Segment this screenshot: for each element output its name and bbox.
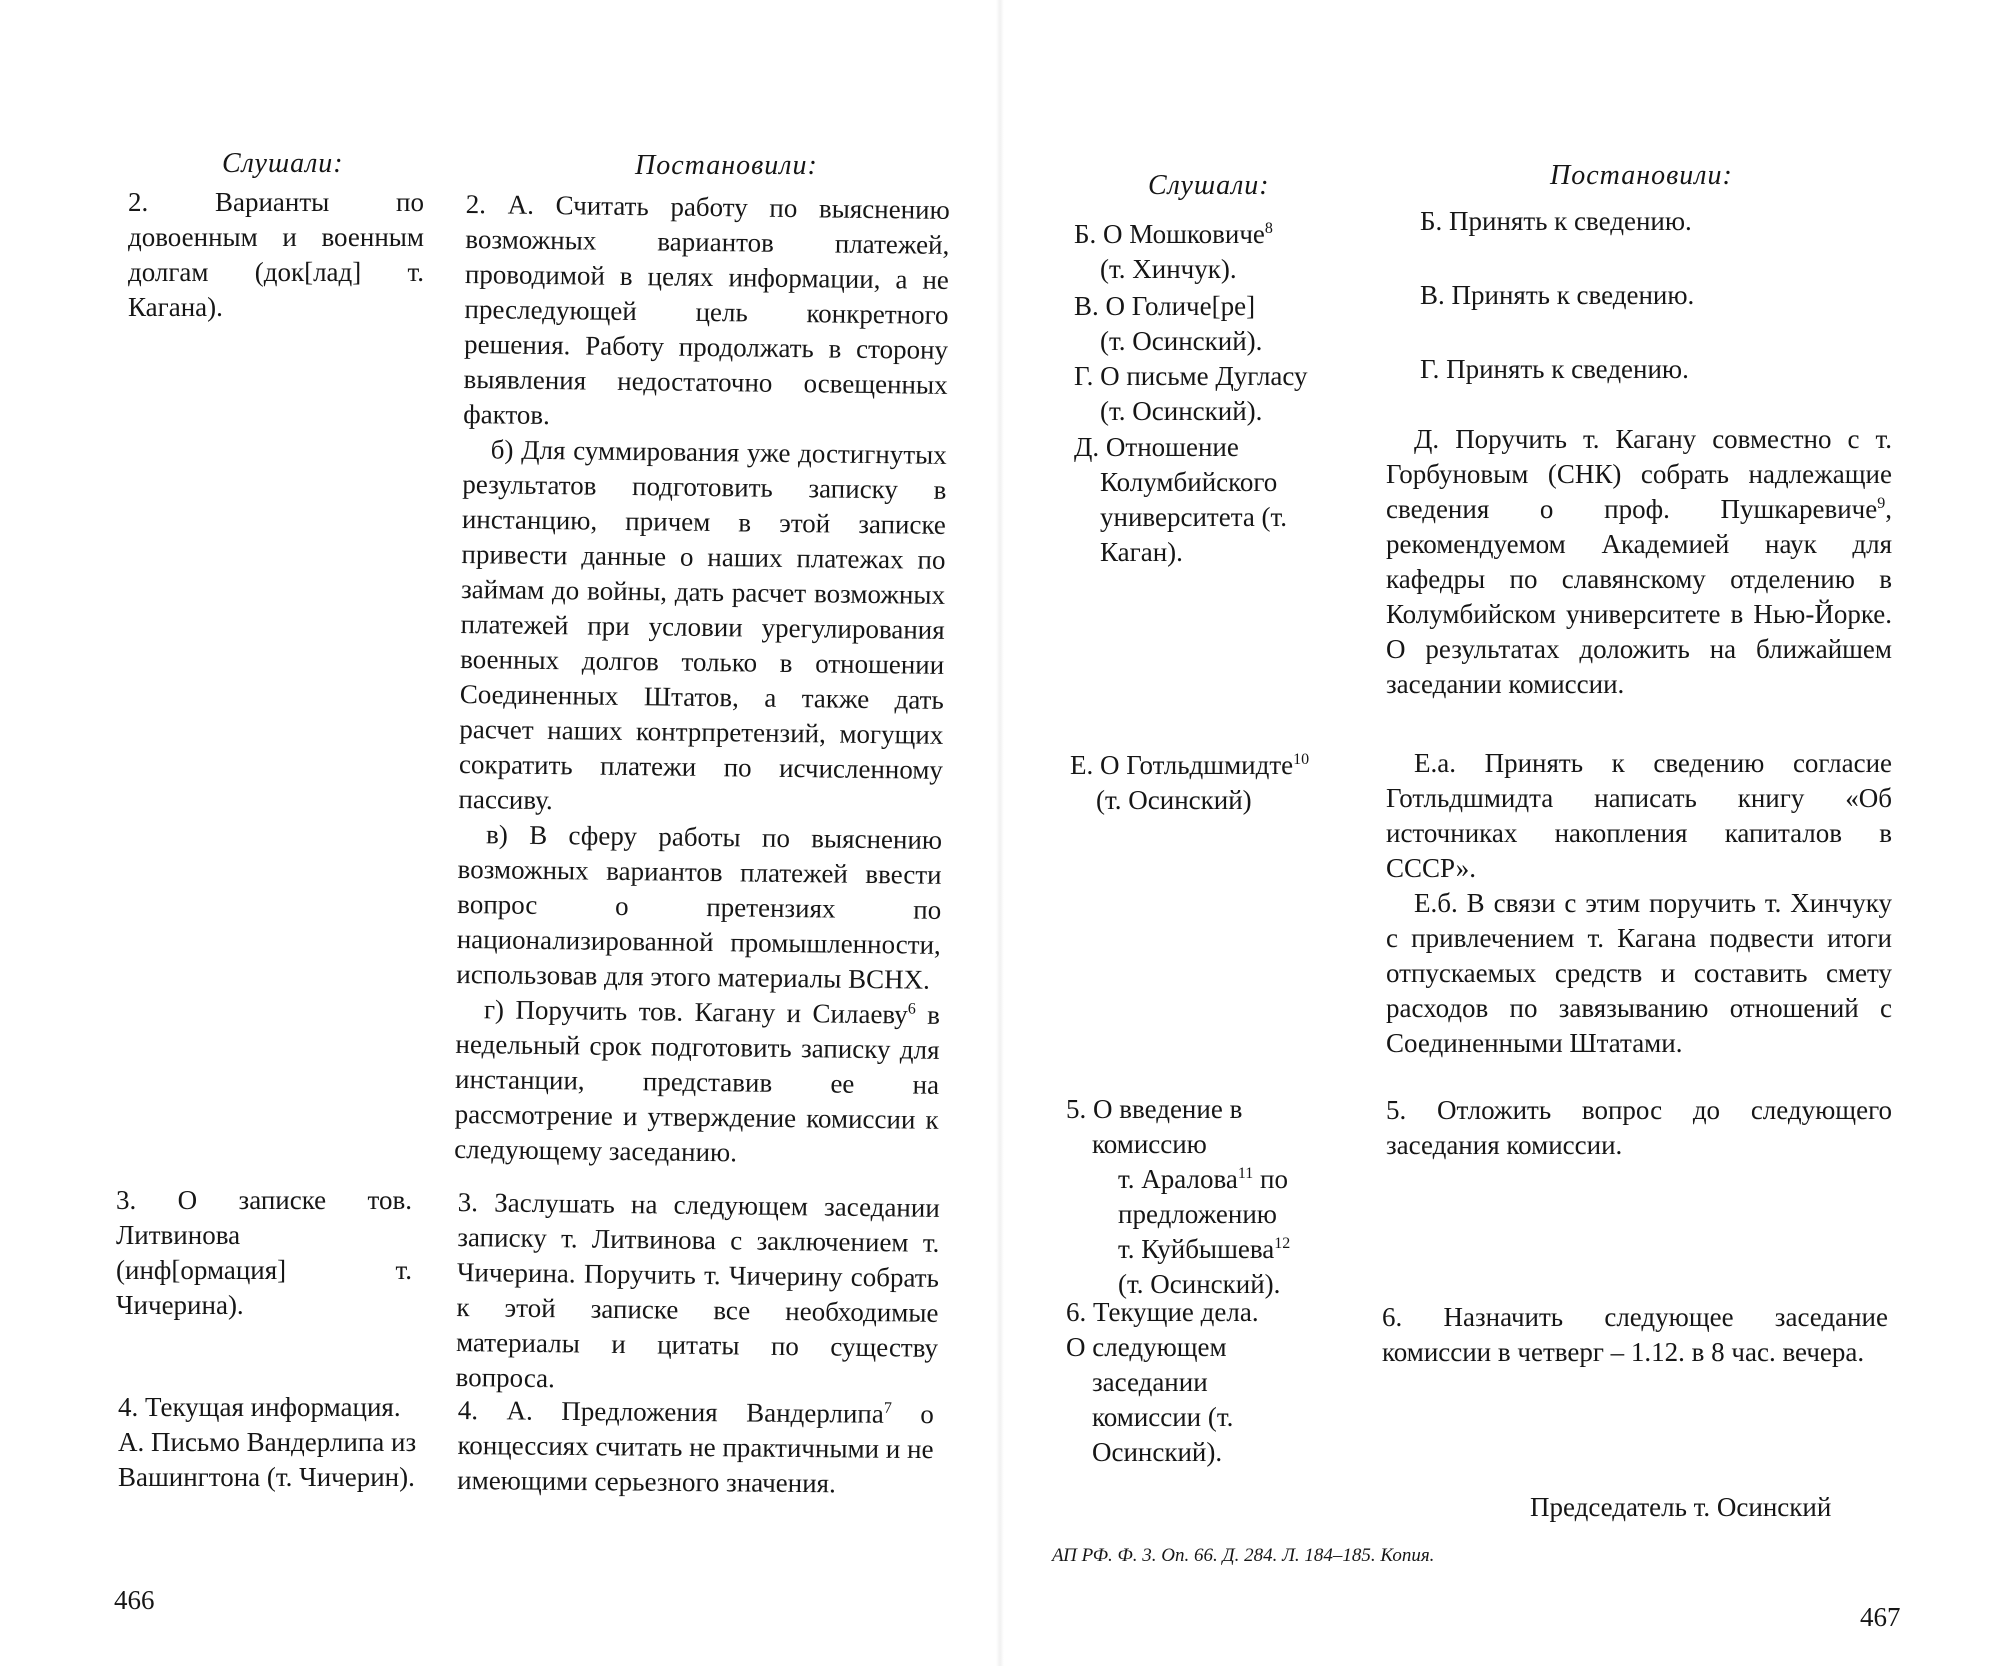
item3-heard: 3. О записке тов. Литвинова (инф[ормация] т. Чичерина). [116,1185,412,1320]
page-number: 466 [114,1585,155,1615]
archive-source: АП РФ. Ф. 3. Оп. 66. Д. 284. Л. 184–185. Копия. [1052,1545,1435,1566]
item-v-heard: В. О Голиче[ре] (т. Осинский). [1074,291,1263,356]
footnote-ref: 6 [907,1000,916,1018]
footnote-ref: 10 [1293,751,1310,768]
footnote-ref: 9 [1877,495,1886,512]
item-d-decided: Д. Поручить т. Кагану совместно с т. Горбуновым (СНК) собрать надлежащие сведения о проф. Пушкаревиче$^9$, рекомендуемом Академией наук для кафедры по славянскому отделению в Колумбийском университете в Нью-Йорке. О результатах доложить на ближайшем заседании комиссии. [1386,424,1892,699]
page-number: 467 [1860,1602,1901,1632]
right-page [1000,0,2000,1666]
heard-header: Слушали: [1148,170,1270,201]
item-b-decided: Б. Принять к сведению. [1420,206,1692,236]
item-v-decided: В. Принять к сведению. [1420,280,1695,310]
item-b-heard: Б. О Мошковиче$^8$ (т. Хинчук). [1074,219,1273,284]
signature: Председатель т. Осинский [1530,1492,1832,1522]
item2-decided-v: в) В сферу работы по выяснению возможных вариантов платежей ввести вопрос о претензиях по национализированной промышленности, использовав для этого материалы ВСНХ. [456,819,943,995]
item3-decided: 3. Заслушать на следующем заседании записку т. Литвинова с заключением т. Чичерина. Поручить т. Чичерину собрать к этой записке все необходимые материалы и цитаты по существу вопроса. [455,1186,940,1394]
item-e-decided [1386,746,1892,1061]
item6-heard: 6. Текущие дела. О следующем заседании комиссии (т. Осинский). [1066,1297,1259,1467]
item-g-decided: Г. Принять к сведению. [1420,354,1689,384]
item2-decided-g: г) Поручить тов. Кагану и Силаеву$^6$ в недельный срок подготовить записку для инстанции, представив ее на рассмотрение и утверждение комиссии к следующему заседанию. [454,994,941,1168]
decided-header: Постановили: [1550,160,1733,191]
item2-decided-b: б) Для суммирования уже достигнутых результатов подготовить записку в инстанцию, причем в этой записке привести данные о наших платежах по займам до войны, дать расчет возможных платежей при условии урегулирования военных долгов только в отношении Соединенных Штатов, а также дать расчет наших контрпретензий, могущих сократить платежи по исчисленному пассиву. [458,434,947,816]
item-e-decided-b: Е.б. В связи с этим поручить т. Хинчуку с привлечением т. Кагана подвести итоги отпускаемых средств и составить смету расходов по завязыванию отношений с Соединенными Штатами. [1386,888,1892,1058]
footnote-ref: 11 [1237,1165,1254,1182]
item-e-heard: Е. О Готльдшмидте$^{10}$ (т. Осинский) [1070,750,1310,815]
item2-decided [454,187,950,1173]
item4-heard: 4. Текущая информация. А. Письмо Вандерлипа из Вашингтона (т. Чичерин). [118,1392,417,1492]
item2-heard: 2. Варианты по довоенным и военным долгам (док[лад] т. Кагана). [128,187,424,322]
item-e-decided-a: Е.а. Принять к сведению согласие Готльдшмидта написать книгу «Об источниках накопления капиталов в СССР». [1386,748,1892,883]
footnote-ref: 8 [1264,220,1273,237]
item5-decided: 5. Отложить вопрос до следующего заседания комиссии. [1386,1095,1892,1160]
item4-decided: 4. А. Предложения Вандерлипа$^7$ о концессиях считать не практичными и не имеющими серьезного значения. [457,1394,934,1499]
heard-header: Слушали: [222,148,344,179]
item2-decided-a: 2. А. Считать работу по выяснению возможных вариантов платежей, проводимой в целях информации, а не преследующей цель конкретного решения. Работу продолжать в сторону выявления недостаточно освещенных фактов. [463,188,950,431]
footnote-ref: 12 [1274,1235,1291,1252]
decided-header: Постановили: [635,150,818,181]
footnote-ref: 7 [883,1399,892,1417]
item6-decided: 6. Назначить следующее заседание комиссии в четверг – 1.12. в 8 час. вечера. [1382,1302,1888,1367]
item-g-heard: Г. О письме Дугласу (т. Осинский). [1074,361,1308,426]
item-d-heard: Д. Отношение Колумбийского университета (т. Каган). [1074,432,1288,567]
item5-heard: 5. О введение в комиссию т. Аралова$^{11}$ по предложению т. Куйбышева$^{12}$ (т. Осинский). [1066,1094,1291,1299]
